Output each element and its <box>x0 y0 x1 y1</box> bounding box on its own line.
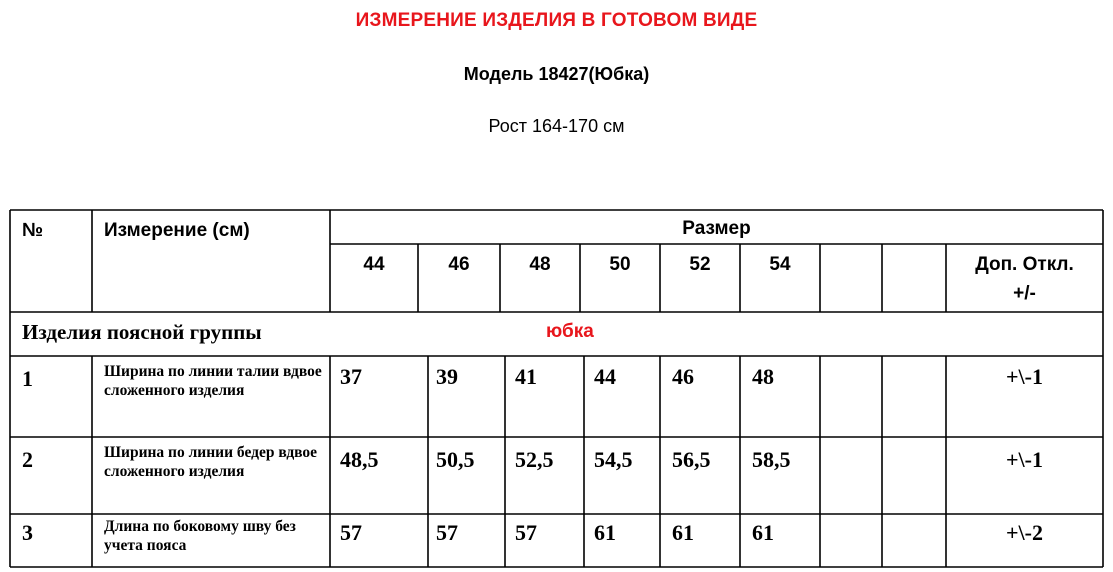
row-3-tolerance: +\-2 <box>1006 520 1043 545</box>
page-title: ИЗМЕРЕНИЕ ИЗДЕЛИЯ В ГОТОВОМ ВИДЕ <box>355 10 758 31</box>
row-3-value-50: 61 <box>594 520 616 545</box>
row-1-value-46: 39 <box>436 364 458 389</box>
row-2-value-52: 56,5 <box>672 447 711 472</box>
row-2-value-44: 48,5 <box>340 447 379 472</box>
section-label: Изделия поясной группы <box>22 320 262 344</box>
row-3-value-54: 61 <box>752 520 774 545</box>
row-2-value-46: 50,5 <box>436 447 475 472</box>
row-1-value-54: 48 <box>752 364 774 389</box>
row-1-value-48: 41 <box>515 364 537 389</box>
row-2-value-50: 54,5 <box>594 447 633 472</box>
row-3-number: 3 <box>22 520 33 545</box>
size-52: 52 <box>689 254 711 275</box>
row-3-value-52: 61 <box>672 520 694 545</box>
size-54: 54 <box>769 254 791 275</box>
size-44: 44 <box>363 254 385 275</box>
col-measure-header: Измерение (см) <box>104 220 250 241</box>
height-label: Рост 164-170 см <box>488 116 625 136</box>
model-label: Модель 18427(Юбка) <box>463 64 650 84</box>
row-1-number: 1 <box>22 366 33 391</box>
row-3-value-46: 57 <box>436 520 458 545</box>
col-number-header: № <box>22 220 44 241</box>
row-3-label: Длина по боковому шву без учета пояса <box>104 518 296 554</box>
col-size-header: Размер <box>682 218 751 239</box>
size-46: 46 <box>448 254 470 275</box>
row-1-value-52: 46 <box>672 364 694 389</box>
tolerance-header-sign: +/- <box>1013 283 1036 304</box>
row-1-value-50: 44 <box>594 364 616 389</box>
row-2-number: 2 <box>22 447 33 472</box>
size-50: 50 <box>609 254 631 275</box>
tolerance-header: Доп. Откл. <box>975 254 1074 275</box>
row-1-label: Ширина по линии талии вдвое сложенного изделия <box>104 363 322 399</box>
row-2-tolerance: +\-1 <box>1006 447 1043 472</box>
size-48: 48 <box>529 254 551 275</box>
row-1-value-44: 37 <box>340 364 362 389</box>
row-3-value-44: 57 <box>340 520 362 545</box>
row-1-tolerance: +\-1 <box>1006 364 1043 389</box>
row-2-value-48: 52,5 <box>515 447 554 472</box>
row-2-label: Ширина по линии бедер вдвое сложенного изделия <box>104 444 318 480</box>
section-product: юбка <box>546 321 594 342</box>
row-2-value-54: 58,5 <box>752 447 791 472</box>
row-3-value-48: 57 <box>515 520 537 545</box>
